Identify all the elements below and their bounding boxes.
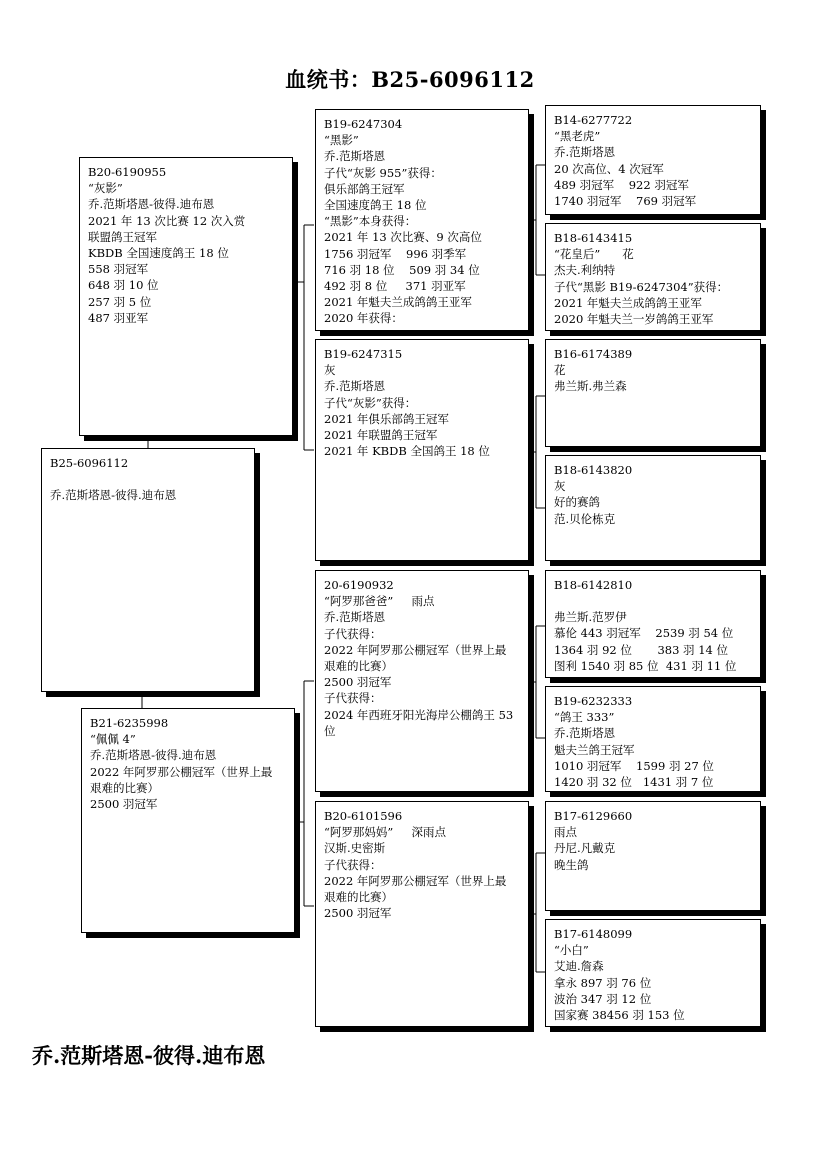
gp4-line: 2022 年阿罗那公棚冠军（世界上最 bbox=[324, 873, 507, 888]
subject-ring-number: B25-6096112 bbox=[50, 456, 129, 470]
ggp8-line: “小白” bbox=[554, 943, 589, 958]
ggp6-line: B19-6232333 bbox=[554, 694, 633, 708]
gp3-line: 位 bbox=[324, 723, 336, 738]
gp2-line: 灰 bbox=[324, 363, 336, 378]
subject-card bbox=[41, 448, 255, 692]
ggp8-line: 波治 347 羽 12 位 bbox=[554, 991, 652, 1006]
ggp2-line: 2020 年魁夫兰一岁鸽鸽王亚军 bbox=[554, 312, 714, 327]
subject-owner: 乔.范斯塔恩-彼得.迪布恩 bbox=[50, 488, 177, 503]
dam-line: B21-6235998 bbox=[90, 716, 169, 730]
ggp7-line: 雨点 bbox=[554, 825, 577, 840]
sire-line: KBDB 全国速度鸽王 18 位 bbox=[88, 246, 229, 261]
ggp7-line: B17-6129660 bbox=[554, 809, 633, 823]
sire-line: 联盟鸽王冠军 bbox=[88, 229, 157, 244]
dam-line: 乔.范斯塔恩-彼得.迪布恩 bbox=[90, 748, 217, 763]
ggp4-line: B18-6143820 bbox=[554, 463, 633, 477]
subject-blank-line bbox=[50, 471, 250, 487]
ggp6-line: “鸽王 333” bbox=[554, 710, 615, 725]
ggp7-line: 丹尼.凡戴克 bbox=[554, 841, 616, 856]
sire-line: “灰影” bbox=[88, 181, 123, 196]
gp3-line: 2022 年阿罗那公棚冠军（世界上最 bbox=[324, 642, 507, 657]
gp4-line: 艰难的比赛） bbox=[324, 890, 393, 905]
dam-line: 2500 羽冠军 bbox=[90, 797, 158, 812]
great-grandparent-card-2 bbox=[545, 223, 761, 331]
ggp4-line: 灰 bbox=[554, 479, 566, 494]
ggp5-line bbox=[554, 593, 756, 609]
gp1-line: 1756 羽冠军 996 羽季军 bbox=[324, 246, 467, 261]
ggp6-line: 1420 羽 32 位 1431 羽 7 位 bbox=[554, 775, 714, 790]
ggp1-line: B14-6277722 bbox=[554, 113, 633, 127]
gp4-line: B20-6101596 bbox=[324, 809, 403, 823]
ggp5-line: B18-6142810 bbox=[554, 578, 633, 592]
owner-footer: 乔.范斯塔恩-彼得.迪布恩 bbox=[32, 1043, 266, 1068]
gp3-line: 子代获得： bbox=[324, 691, 382, 706]
sire-line: B20-6190955 bbox=[88, 165, 167, 179]
ggp8-line: 拿永 897 羽 76 位 bbox=[554, 975, 652, 990]
gp1-line: 2021 年魁夫兰成鸽鸽王亚军 bbox=[324, 295, 472, 310]
gp4-line: “阿罗那妈妈” 深雨点 bbox=[324, 825, 447, 840]
ggp5-line: 弗兰斯.范罗伊 bbox=[554, 610, 627, 625]
gp3-line: 子代获得： bbox=[324, 626, 382, 641]
dam-line: “佩佩 4” bbox=[90, 732, 136, 747]
ggp1-line: 1740 羽冠军 769 羽冠军 bbox=[554, 194, 697, 209]
sire-line: 2021 年 13 次比赛 12 次入赏 bbox=[88, 213, 246, 228]
gp1-line: 716 羽 18 位 509 羽 34 位 bbox=[324, 262, 480, 277]
ggp1-line: 20 次高位、4 次冠军 bbox=[554, 161, 664, 176]
ggp1-line: 489 羽冠军 922 羽冠军 bbox=[554, 177, 689, 192]
ggp7-line: 晚生鸽 bbox=[554, 857, 589, 872]
ggp3-line: B16-6174389 bbox=[554, 347, 633, 361]
ggp2-line: 杰夫.利纳特 bbox=[554, 263, 616, 278]
sire-line: 648 羽 10 位 bbox=[88, 278, 159, 293]
sire-card bbox=[79, 157, 293, 436]
gp3-line: 2024 年西班牙阳光海岸公棚鸽王 53 bbox=[324, 707, 514, 722]
gp1-line: 2021 年 13 次比赛、9 次高位 bbox=[324, 230, 482, 245]
ggp2-line: 2021 年魁夫兰成鸽鸽王亚军 bbox=[554, 295, 702, 310]
dam-line: 艰难的比赛） bbox=[90, 780, 159, 795]
great-grandparent-card-5 bbox=[545, 570, 761, 678]
gp1-line: 子代“灰影 955”获得： bbox=[324, 165, 442, 180]
grandparent-card-2 bbox=[315, 339, 529, 561]
gp1-line: B19-6247304 bbox=[324, 117, 403, 131]
ggp4-line: 范.贝伦栋克 bbox=[554, 511, 616, 526]
sire-line: 487 羽亚军 bbox=[88, 310, 149, 325]
gp4-line: 2500 羽冠军 bbox=[324, 906, 392, 921]
gp1-line: 全国速度鸽王 18 位 bbox=[324, 198, 427, 213]
ggp3-line: 花 bbox=[554, 363, 566, 378]
gp2-line: 2021 年 KBDB 全国鸽王 18 位 bbox=[324, 444, 490, 459]
gp4-line: 子代获得： bbox=[324, 857, 382, 872]
gp1-line: 492 羽 8 位 371 羽亚军 bbox=[324, 279, 466, 294]
gp2-line: 乔.范斯塔恩 bbox=[324, 379, 386, 394]
gp2-line: 2021 年联盟鸽王冠军 bbox=[324, 428, 438, 443]
ggp4-line: 好的赛鸽 bbox=[554, 495, 600, 510]
ggp6-line: 乔.范斯塔恩 bbox=[554, 726, 616, 741]
ggp8-line: 艾迪.詹森 bbox=[554, 959, 604, 974]
gp3-line: 艰难的比赛） bbox=[324, 659, 393, 674]
gp2-line: 2021 年俱乐部鸽王冠军 bbox=[324, 411, 449, 426]
ggp3-line: 弗兰斯.弗兰森 bbox=[554, 379, 627, 394]
gp1-line: 2020 年获得： bbox=[324, 311, 403, 326]
ggp1-line: 乔.范斯塔恩 bbox=[554, 145, 616, 160]
gp3-line: 20-6190932 bbox=[324, 578, 394, 592]
grandparent-card-1 bbox=[315, 109, 529, 331]
sire-line: 乔.范斯塔恩-彼得.迪布恩 bbox=[88, 197, 215, 212]
great-grandparent-card-1 bbox=[545, 105, 761, 215]
dam-card bbox=[81, 708, 295, 933]
ggp5-line: 图利 1540 羽 85 位 431 羽 11 位 bbox=[554, 658, 737, 673]
sire-line: 558 羽冠军 bbox=[88, 262, 149, 277]
ggp5-line: 1364 羽 92 位 383 羽 14 位 bbox=[554, 642, 729, 657]
gp1-line: 乔.范斯塔恩 bbox=[324, 149, 386, 164]
grandparent-card-4 bbox=[315, 801, 529, 1027]
ggp2-line: 子代“黑影 B19-6247304”获得： bbox=[554, 279, 729, 294]
gp2-line: B19-6247315 bbox=[324, 347, 403, 361]
great-grandparent-card-3 bbox=[545, 339, 761, 447]
gp3-line: 乔.范斯塔恩 bbox=[324, 610, 386, 625]
page-title: 血统书：B25-6096112 bbox=[285, 67, 535, 92]
ggp8-line: 国家赛 38456 羽 153 位 bbox=[554, 1008, 685, 1023]
great-grandparent-card-6 bbox=[545, 686, 761, 792]
dam-line: 2022 年阿罗那公棚冠军（世界上最 bbox=[90, 764, 273, 779]
gp1-line: 俱乐部鸽王冠军 bbox=[324, 181, 405, 196]
ggp2-line: “花皇后” 花 bbox=[554, 247, 634, 262]
gp3-line: 2500 羽冠军 bbox=[324, 675, 392, 690]
gp4-line: 汉斯.史密斯 bbox=[324, 841, 386, 856]
great-grandparent-card-4 bbox=[545, 455, 761, 561]
grandparent-card-3 bbox=[315, 570, 529, 792]
ggp6-line: 1010 羽冠军 1599 羽 27 位 bbox=[554, 758, 714, 773]
great-grandparent-card-7 bbox=[545, 801, 761, 911]
gp3-line: “阿罗那爸爸” 雨点 bbox=[324, 594, 435, 609]
ggp6-line: 魁夫兰鸽王冠军 bbox=[554, 742, 635, 757]
ggp5-line: 慕伦 443 羽冠军 2539 羽 54 位 bbox=[554, 626, 734, 641]
ggp2-line: B18-6143415 bbox=[554, 231, 633, 245]
sire-line: 257 羽 5 位 bbox=[88, 294, 152, 309]
ggp1-line: “黑老虎” bbox=[554, 129, 601, 144]
great-grandparent-card-8 bbox=[545, 919, 761, 1027]
ggp8-line: B17-6148099 bbox=[554, 927, 633, 941]
gp1-line: “黑影”本身获得： bbox=[324, 214, 417, 229]
gp2-line: 子代“灰影”获得： bbox=[324, 395, 417, 410]
gp1-line: “黑影” bbox=[324, 133, 359, 148]
